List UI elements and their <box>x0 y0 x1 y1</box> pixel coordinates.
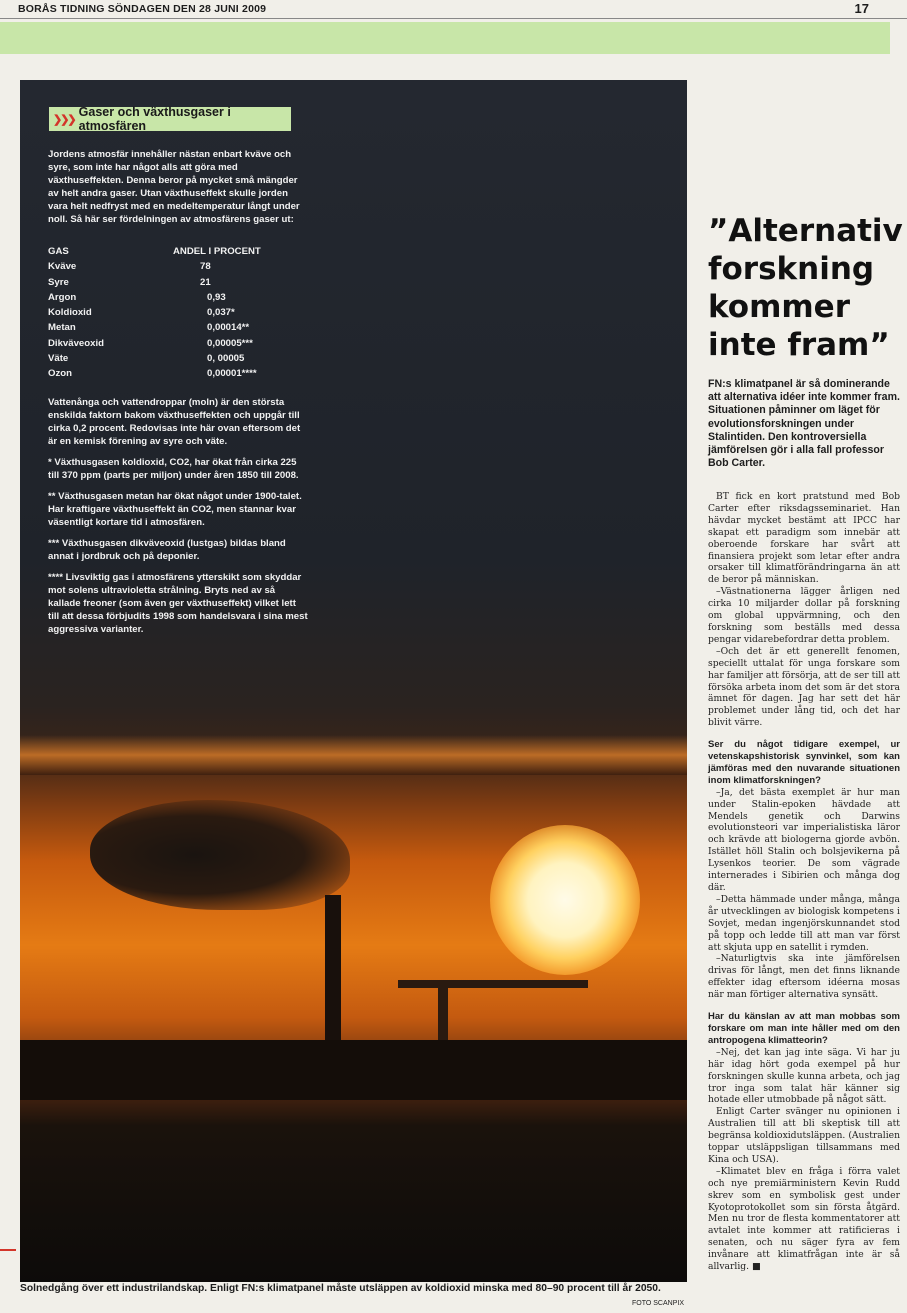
edge-mark <box>0 1249 16 1251</box>
note-methane: ** Växthusgasen metan har ökat något under 1900-talet. Har kraftigare växthuseffekt än CO2, men stannar kvar väsentligt kortare tid i atmosfären. <box>48 491 302 528</box>
article-ingress: FN:s klimatpanel är så dominerande att alternativa idéer inte kommer fram. Situationen påminner om läget för evolutionsforskningen under Stalintiden. Den kontroversiella jämförelsen gör i alla fall professor Bob Carter. <box>708 378 900 470</box>
newspaper-name-date: BORÅS TIDNING SÖNDAGEN DEN 28 JUNI 2009 <box>18 3 267 15</box>
gas-name: Metan <box>48 322 76 334</box>
gas-share: 0, 00005 <box>207 353 245 365</box>
factbox-title-text: Gaser och växthusgaser i atmosfären <box>78 105 231 133</box>
paragraph: –Ja, det bästa exemplet är hur man under Stalin-epoken hävdade att Mendels genetik och Darwins evolutionsteori var imperialistiska läror och krävde att biologerna gjorde avbön. Istället höll Stalin och bolsjevikerna på Lysenkos teorier. De som vägrade internerades i Sibirien och många dog där. <box>708 786 900 893</box>
table-row <box>48 353 308 368</box>
table-row <box>48 307 308 322</box>
paragraph: –Och det är ett generellt fenomen, speciellt uttalat för unga forskare som har familjer att försörja, att de ser till att försöka arbeta inom det som är det stora ämnet för dagen. Jag har sett det här problemet under lång tid, och det har blivit värre. <box>708 645 900 729</box>
gas-share: 21 <box>200 276 211 288</box>
gas-name: Ozon <box>48 368 72 380</box>
photo-caption: Solnedgång över ett industrilandskap. Enligt FN:s klimatpanel måste utsläppen av koldioxid minska med 80–90 procent till år 2050. <box>20 1283 661 1294</box>
gas-share: 0,93 <box>207 291 226 303</box>
gas-name: Koldioxid <box>48 307 92 319</box>
article-body <box>708 491 900 1273</box>
factbox-intro: Jordens atmosfär innehåller nästan enbart kväve och syre, som inte har något alls att göra med växthuseffekten. Denna beror på mycket små mängder av helt andra gaser. Utan växthuseffekt skulle jorden vara helt nedfryst med en medeltemperatur långt under noll. Så här ser fördelningen av atmosfärens gaser ut: <box>48 149 300 225</box>
article-headline: ”Alternativ forskning kommer inte fram” <box>708 213 903 363</box>
header-gas: GAS <box>48 246 69 257</box>
paragraph: –Västnationerna lägger årligen ned cirka 10 miljarder dollar på forskning om global uppvärmning, och den forskning som beställs med dessa pengar vidarebefordrar detta problem. <box>708 586 900 645</box>
gas-share: 0,00014** <box>207 322 250 334</box>
factbox-title <box>49 107 291 131</box>
gas-table <box>48 246 308 384</box>
paragraph: –Detta hämmade under många, många år utvecklingen av biologisk kompetens i Sovjet, medan ingenjörskunnandet stod på topp och ledde till att man var först att skjuta upp en satellit i rymden. <box>708 893 900 953</box>
chimney <box>325 895 341 1040</box>
table-row <box>48 368 308 383</box>
table-row <box>48 277 308 292</box>
note-co2: * Växthusgasen koldioxid, CO2, har ökat från cirka 225 till 370 ppm (parts per miljon) under åren 1850 till 2008. <box>48 457 299 481</box>
page-number: 17 <box>854 1 869 16</box>
arrows-icon: ❯❯❯ <box>53 113 75 126</box>
header-share: ANDEL I PROCENT <box>173 246 261 257</box>
paragraph: –Nej, det kan jag inte säga. Vi har ju här idag hört goda exempel på hur forskningen skulle kunna arbeta, och jag tror inga som talat här känner sig hotade eller utmobbade på något sätt. <box>708 1046 900 1106</box>
paragraph: BT fick en kort pratstund med Bob Carter efter riksdagsseminariet. Han hävdar mycket bestämt att IPCC har skapat ett paradigm som innebär att oberoende forskare har svårt att finansiera projekt som letar efter andra orsaker till klimatförändringarna än att de beror på människan. <box>708 491 900 586</box>
table-row <box>48 292 308 307</box>
gas-share: 0,00001**** <box>207 368 257 380</box>
factbox-notes <box>48 396 308 636</box>
sunset-industrial-photo <box>20 80 687 1282</box>
table-row <box>48 261 308 276</box>
table-row <box>48 338 308 353</box>
gas-share: 0,00005*** <box>207 337 253 349</box>
cloud-band <box>20 735 687 775</box>
gas-name: Syre <box>48 276 69 288</box>
gas-name: Kväve <box>48 261 77 273</box>
chimney-smoke <box>90 800 350 910</box>
sun <box>490 825 640 975</box>
paragraph: –Naturligtvis ska inte jämförelsen drivas för långt, men det finns liknande effekter idag eftersom idéerna mosas när man förtiger alternativa synsätt. <box>708 953 900 1001</box>
note-water: Vattenånga och vattendroppar (moln) är den största enskilda faktorn bakom växthuseffekten och uppgår till cirka 0,2 procent. Redovisas inte här ovan eftersom det är en kemisk förening av syre och väte. <box>48 397 301 447</box>
gas-name: Argon <box>48 291 77 303</box>
paragraph: Enligt Carter svänger nu opinionen i Australien till att bli skeptisk till att begränsa koldioxidutsläppen. (Australien toppar utsläppsligan tillsammans med Kina och USA). <box>708 1106 900 1165</box>
gas-name: Dikväveoxid <box>48 337 104 349</box>
crane-boom <box>398 980 588 988</box>
gas-share: 78 <box>200 261 211 273</box>
photo-credit: FOTO SCANPIX <box>632 1300 684 1307</box>
table-header <box>48 246 308 261</box>
masthead <box>0 0 907 19</box>
paragraph: –Klimatet blev en fråga i förra valet och nye premiärministern Kevin Rudd skrev som en symbolisk gest under Kyotoprotokollet som sin första åtgärd. Men nu tror de flesta kommentatorer att avtalet inte kommer att ratificieras i senaten, och nu säger fyra av fem invånare att klimatfrågan inte är så allvarlig. ■ <box>708 1165 900 1273</box>
note-nitrous-oxide: *** Växthusgasen dikväveoxid (lustgas) bildas bland annat i jordbruk och på deponier. <box>48 538 286 562</box>
question: Ser du något tidigare exempel, ur vetenskapshistorisk synvinkel, som kan jämföras med den nuvarande situationen inom klimatforskningen? <box>708 739 900 786</box>
note-ozone: **** Livsviktig gas i atmosfärens ytterskikt som skyddar mot solens ultravioletta strålning. Bryts ned av så kallade freoner (som även ger växthuseffekt) vilket lett till att dessa förbjudits 1998 som handelsvara i sina mest aggressiva varianter. <box>48 572 308 635</box>
header-color-band <box>0 22 890 54</box>
table-row <box>48 322 308 337</box>
gas-name: Väte <box>48 353 69 365</box>
question: Har du känslan av att man mobbas som forskare om man inte håller med om den antropogena klimatteorin? <box>708 1011 900 1046</box>
industrial-skyline <box>20 1040 687 1100</box>
gas-share: 0,037* <box>207 307 235 319</box>
